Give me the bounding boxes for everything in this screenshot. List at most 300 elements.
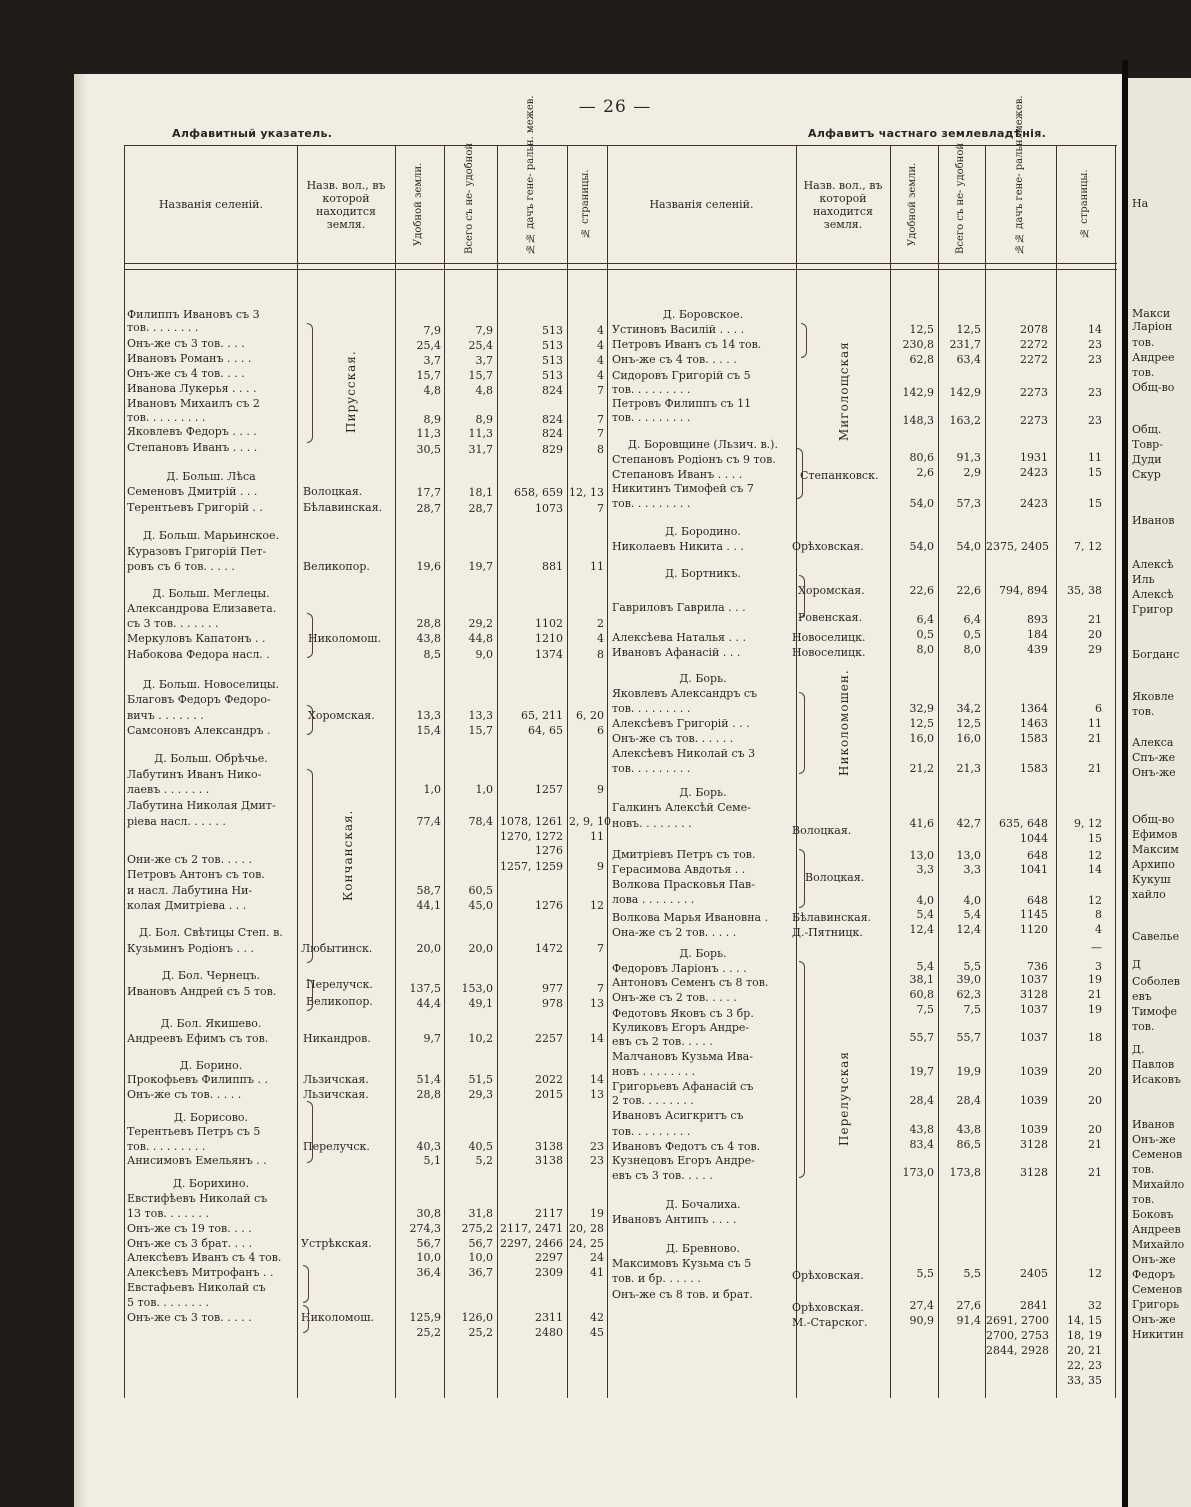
adjacent-page-text: Андрее	[1132, 351, 1175, 364]
good-land-value: 274,3	[409, 1222, 441, 1235]
total-land-value: 56,7	[468, 1237, 493, 1250]
total-land-value: 63,4	[956, 353, 981, 366]
dacha-number: 2257	[535, 1032, 563, 1045]
good-land-value: 19,6	[416, 560, 441, 573]
page-edge	[74, 74, 88, 1507]
adjacent-page-text: Д	[1132, 958, 1141, 971]
adjacent-page-text: Товр-	[1132, 438, 1163, 451]
total-land-value: 51,5	[468, 1073, 493, 1086]
adjacent-page-text: Алексѣ	[1132, 558, 1174, 571]
page-ref: 23	[1088, 338, 1102, 351]
adjacent-page-text: Иванов	[1132, 514, 1175, 527]
adjacent-page-text: тов.	[1132, 366, 1155, 379]
page-ref: 23	[1088, 414, 1102, 427]
volost-label: Ровенская.	[798, 611, 863, 624]
bracket-decoration	[303, 1265, 309, 1303]
total-land-value: 10,2	[468, 1032, 493, 1045]
volost-label: Степанковск.	[800, 469, 879, 482]
owner-entry: Анисимовъ Емельянъ . .	[127, 1154, 267, 1167]
adjacent-page-text: Григорь	[1132, 1298, 1180, 1311]
page-ref: 6	[1095, 702, 1102, 715]
adjacent-page-text: Боковъ	[1132, 1208, 1174, 1221]
good-land-value: 43,8	[416, 632, 441, 645]
dacha-number: 1039	[1020, 1065, 1048, 1078]
volost-label: Великопор.	[306, 995, 373, 1008]
total-land-value: 21,3	[956, 762, 981, 775]
bracket-decoration	[801, 323, 807, 358]
col-header-name-left: Названія селеній.	[158, 198, 264, 211]
good-land-value: 41,6	[909, 817, 934, 830]
page-ref: 11	[590, 830, 604, 843]
good-land-value: 125,9	[409, 1311, 441, 1324]
dacha-number: 2691, 2700	[986, 1314, 1049, 1327]
owner-entry: Прокофьевъ Филиппъ . .	[127, 1073, 268, 1086]
total-land-value: 231,7	[949, 338, 981, 351]
dacha-number: 64, 65	[528, 724, 563, 737]
settlement-heading: Д. Бородино.	[665, 525, 741, 538]
good-land-value: 25,2	[416, 1326, 441, 1339]
owner-entry: Петровъ Филиппъ съ 11	[612, 397, 752, 410]
page-ref: 4	[597, 339, 604, 352]
owner-entry: Набокова Федора насл. .	[127, 648, 270, 661]
total-land-value: 78,4	[468, 815, 493, 828]
page-ref: 20	[1088, 1094, 1102, 1107]
bracket-decoration	[307, 769, 313, 963]
owner-entry: Николаевъ Никита . . .	[612, 540, 744, 553]
volost-label: Орѣховская.	[792, 1269, 864, 1282]
good-land-value: 7,9	[423, 324, 441, 337]
good-land-value: 7,5	[916, 1003, 934, 1016]
page-ref: 19	[1088, 973, 1102, 986]
good-land-value: 77,4	[416, 815, 441, 828]
page-ref: 9	[597, 860, 604, 873]
volost-label: Хоромская.	[798, 584, 865, 597]
bracket-decoration	[799, 692, 805, 774]
good-land-value: 4,0	[916, 894, 934, 907]
dacha-number: 513	[542, 369, 563, 382]
owner-entry: колая Дмитріева . . .	[127, 899, 247, 912]
settlement-heading: Д. Борь.	[679, 672, 727, 685]
owner-entry: тов. . . . . . . . .	[612, 383, 691, 396]
good-land-value: 54,0	[909, 540, 934, 553]
good-land-value: 10,0	[416, 1251, 441, 1264]
page-ref: 12, 13	[569, 486, 604, 499]
total-land-value: 126,0	[461, 1311, 493, 1324]
total-land-value: 4,8	[475, 384, 493, 397]
good-land-value: 32,9	[909, 702, 934, 715]
page-ref: 21	[1088, 613, 1102, 626]
owner-entry: Они-же съ 2 тов. . . . .	[127, 853, 253, 866]
page-ref: 21	[1088, 1138, 1102, 1151]
volost-label: Д.-Пятницк.	[792, 926, 863, 939]
total-land-value: 29,3	[468, 1088, 493, 1101]
owner-entry: Андреевъ Ефимъ съ тов.	[127, 1032, 269, 1045]
dacha-number: 3128	[1020, 1138, 1048, 1151]
adjacent-page-text: Семенов	[1132, 1283, 1183, 1296]
good-land-value: 62,8	[909, 353, 934, 366]
page-ref: 45	[590, 1326, 604, 1339]
dacha-number: 2480	[535, 1326, 563, 1339]
owner-entry: Устиновъ Василій . . . .	[612, 323, 745, 336]
owner-entry: Онъ-же съ 19 тов. . . .	[127, 1222, 252, 1235]
good-land-value: 11,3	[416, 427, 441, 440]
settlement-heading: Д. Бочалиха.	[665, 1198, 741, 1211]
owner-entry: Федотовъ Яковъ съ 3 бр.	[612, 1007, 754, 1020]
good-land-value: 30,8	[416, 1207, 441, 1220]
owner-entry: Алексѣевъ Григорій . . .	[612, 717, 750, 730]
page-ref: 7	[597, 942, 604, 955]
adjacent-page-text: тов.	[1132, 705, 1155, 718]
adjacent-page-text: Соболев	[1132, 975, 1180, 988]
owner-entry: Галкинъ Алексѣй Семе-	[612, 801, 751, 814]
total-land-value: 11,3	[468, 427, 493, 440]
volost-label: Бѣлавинская.	[792, 911, 872, 924]
adjacent-page-text: Иванов	[1132, 1118, 1175, 1131]
volost-label: Хоромская.	[308, 709, 375, 722]
adjacent-page	[1128, 78, 1191, 1507]
dacha-number: 1039	[1020, 1094, 1048, 1107]
total-land-value: 40,5	[468, 1140, 493, 1153]
bracket-decoration	[307, 705, 313, 735]
dacha-number: 2297, 2466	[500, 1237, 563, 1250]
column-divider	[444, 146, 445, 1398]
dacha-number: 1037	[1020, 973, 1048, 986]
settlement-heading: Д. Борино.	[179, 1059, 243, 1072]
adjacent-page-text: Онъ-же	[1132, 1253, 1176, 1266]
total-land-value: 15,7	[468, 369, 493, 382]
total-land-value: 9,0	[475, 648, 493, 661]
owner-entry: тов. . . . . . . . .	[612, 1125, 691, 1138]
good-land-value: 15,4	[416, 724, 441, 737]
page-ref: 4	[597, 324, 604, 337]
good-land-value: 142,9	[902, 386, 934, 399]
dacha-number: 2273	[1020, 386, 1048, 399]
owner-entry: Федоровъ Ларіонъ . . . .	[612, 962, 747, 975]
good-land-value: 30,5	[416, 443, 441, 456]
good-land-value: 0,5	[916, 628, 934, 641]
volost-label: Никандров.	[303, 1032, 371, 1045]
page-ref: 23	[1088, 386, 1102, 399]
settlement-heading: Д. Борь.	[679, 786, 727, 799]
page-ref: 15	[1088, 466, 1102, 479]
good-land-value: 28,7	[416, 502, 441, 515]
good-land-value: 38,1	[909, 973, 934, 986]
owner-entry: Ивановъ Андрей съ 5 тов.	[127, 985, 277, 998]
good-land-value: 13,0	[909, 849, 934, 862]
total-land-value: 29,2	[468, 617, 493, 630]
owner-entry: Григорьевъ Афанасій съ	[612, 1080, 754, 1093]
dacha-number: 2375, 2405	[986, 540, 1049, 553]
total-land-value: 91,3	[956, 451, 981, 464]
running-header-right: Алфавитъ частнаго землевладѣнія.	[808, 127, 1047, 140]
bracket-decoration	[307, 979, 313, 1011]
good-land-value: 13,3	[416, 709, 441, 722]
page-ref: 19	[1088, 1003, 1102, 1016]
total-land-value: 142,9	[949, 386, 981, 399]
page-ref: 12	[1088, 849, 1102, 862]
dacha-number: 513	[542, 339, 563, 352]
adjacent-page-text: Никитин	[1132, 1328, 1184, 1341]
good-land-value: 8,5	[423, 648, 441, 661]
dacha-number: 3128	[1020, 988, 1048, 1001]
total-land-value: 44,8	[468, 632, 493, 645]
good-land-value: 83,4	[909, 1138, 934, 1151]
page-ref: 14	[590, 1032, 604, 1045]
volost-label: Перелучск.	[306, 978, 373, 991]
page-ref: 12	[590, 899, 604, 912]
owner-entry: Онъ-же съ 3 брат. . . .	[127, 1237, 253, 1250]
owner-entry: Онъ-же съ 8 тов. и брат.	[612, 1288, 753, 1301]
adjacent-page-text: Исаковъ	[1132, 1073, 1182, 1086]
volost-vertical-label: Миголощская	[837, 341, 851, 441]
dacha-number: 1583	[1020, 762, 1048, 775]
page-ref: 12	[1088, 1267, 1102, 1280]
total-land-value: 86,5	[956, 1138, 981, 1151]
dacha-number: 2841	[1020, 1299, 1048, 1312]
total-land-value: 60,5	[468, 884, 493, 897]
total-land-value: 34,2	[956, 702, 981, 715]
total-land-value: 173,8	[949, 1166, 981, 1179]
dacha-number: 1276	[535, 844, 563, 857]
dacha-number: 1257, 1259	[500, 860, 563, 873]
owner-entry: тов. . . . . . . . .	[127, 1140, 206, 1153]
total-land-value: 4,0	[963, 894, 981, 907]
owner-entry: евъ съ 3 тов. . . . .	[612, 1169, 713, 1182]
total-land-value: 153,0	[461, 982, 493, 995]
total-land-value: 42,7	[956, 817, 981, 830]
page-ref: 8	[597, 443, 604, 456]
volost-label: Орѣховская.	[792, 1301, 864, 1314]
table-right-edge	[1115, 146, 1116, 1398]
bracket-decoration	[307, 1101, 313, 1163]
dacha-number: 1102	[535, 617, 563, 630]
adjacent-page-text: хайло	[1132, 888, 1166, 901]
settlement-heading: Д. Больш. Обрѣчье.	[154, 752, 268, 765]
good-land-value: 5,5	[916, 1267, 934, 1280]
column-divider	[607, 146, 608, 1398]
volost-label: Льзичская.	[303, 1088, 369, 1101]
good-land-value: 19,7	[909, 1065, 934, 1078]
total-land-value: 54,0	[956, 540, 981, 553]
total-land-value: 36,7	[468, 1266, 493, 1279]
good-land-value: 5,4	[916, 960, 934, 973]
col-header-good-left: Удобной земли.	[412, 162, 424, 246]
total-land-value: 22,6	[956, 584, 981, 597]
dacha-number: 2297	[535, 1251, 563, 1264]
good-land-value: 36,4	[416, 1266, 441, 1279]
owner-entry: лаевъ . . . . . . .	[127, 783, 210, 796]
good-land-value: 9,7	[423, 1032, 441, 1045]
total-land-value: 25,4	[468, 339, 493, 352]
total-land-value: 5,5	[963, 1267, 981, 1280]
owner-entry: тов. . . . . . . . .	[612, 497, 691, 510]
volost-label: Перелучск.	[303, 1140, 370, 1153]
dacha-number: 824	[542, 427, 563, 440]
volost-label: Волоцкая.	[303, 485, 363, 498]
adjacent-page-text: Дуди	[1132, 453, 1162, 466]
adjacent-page-text: Общ-во	[1132, 381, 1175, 394]
owner-entry: евъ съ 2 тов. . . . .	[612, 1035, 713, 1048]
owner-entry: Благовъ Федоръ Федоро-	[127, 693, 271, 706]
owner-entry: Ивановъ Афанасій . . .	[612, 646, 741, 659]
dacha-number: 977	[542, 982, 563, 995]
column-divider	[297, 146, 298, 1398]
owner-entry: Онъ-же съ тов. . . . . .	[612, 732, 734, 745]
page-ref: 7, 12	[1074, 540, 1102, 553]
good-land-value: 230,8	[902, 338, 934, 351]
total-land-value: 5,4	[963, 908, 981, 921]
volost-label: Любытинск.	[301, 942, 373, 955]
owner-entry: Гавриловъ Гаврила . . .	[612, 601, 746, 614]
page-ref: 21	[1088, 1166, 1102, 1179]
owner-entry: Дмитріевъ Петръ съ тов.	[612, 848, 756, 861]
adjacent-page-text: Скур	[1132, 468, 1161, 481]
settlement-heading: Д. Борихино.	[172, 1177, 249, 1190]
owner-entry: Яковлевъ Александръ съ	[612, 687, 757, 700]
page-ref: 15	[1088, 497, 1102, 510]
dacha-number: 2405	[1020, 1267, 1048, 1280]
adjacent-page-text: Павлов	[1132, 1058, 1175, 1071]
owner-entry: Терентьевъ Петръ съ 5	[127, 1125, 261, 1138]
total-land-value: 43,8	[956, 1123, 981, 1136]
owner-entry: Ивановъ Романъ . . . .	[127, 352, 252, 365]
good-land-value: 56,7	[416, 1237, 441, 1250]
total-land-value: 28,7	[468, 502, 493, 515]
total-land-value: 28,4	[956, 1094, 981, 1107]
page-ref: 7	[597, 502, 604, 515]
owner-entry: вичъ . . . . . . .	[127, 709, 204, 722]
good-land-value: 28,8	[416, 617, 441, 630]
owner-entry: Куразовъ Григорій Пет-	[127, 545, 267, 558]
page-ref: 3	[1095, 960, 1102, 973]
dacha-number: 1364	[1020, 702, 1048, 715]
good-land-value: 17,7	[416, 486, 441, 499]
volost-vertical-label: Кончанская.	[341, 809, 355, 901]
dacha-number: 658, 659	[514, 486, 563, 499]
page-ref: 15	[1088, 832, 1102, 845]
owner-entry: Герасимова Авдотья . .	[612, 863, 746, 876]
owner-entry: Алексѣева Наталья . . .	[612, 631, 746, 644]
dacha-number: 2117, 2471	[500, 1222, 563, 1235]
total-land-value: 1,0	[475, 783, 493, 796]
adjacent-page-text: тов.	[1132, 1163, 1155, 1176]
owner-entry: Ивановъ Федотъ съ 4 тов.	[612, 1140, 761, 1153]
adjacent-page-text: Григор	[1132, 603, 1174, 616]
good-land-value: 8,0	[916, 643, 934, 656]
column-divider	[567, 146, 568, 1398]
adjacent-page-text: Алекса	[1132, 736, 1174, 749]
page-ref: 12	[1088, 894, 1102, 907]
dacha-number: 1583	[1020, 732, 1048, 745]
col-header-total-left: Всего съ не- удобной	[463, 142, 475, 254]
owner-entry: Волкова Прасковья Пав-	[612, 878, 755, 891]
page-ref: 13	[590, 997, 604, 1010]
column-divider	[395, 146, 396, 1398]
total-land-value: 49,1	[468, 997, 493, 1010]
total-land-value: 275,2	[461, 1222, 493, 1235]
total-land-value: 13,3	[468, 709, 493, 722]
bracket-decoration	[303, 1305, 309, 1333]
header-divider-2	[125, 269, 1117, 270]
dacha-number: 2423	[1020, 466, 1048, 479]
column-divider	[938, 146, 939, 1398]
owner-entry: Малчановъ Кузьма Ива-	[612, 1050, 753, 1063]
owner-entry: Алексѣевъ Николай съ 3	[612, 747, 756, 760]
bracket-decoration	[307, 323, 313, 443]
settlement-heading: Д. Больш. Марьинское.	[142, 529, 280, 542]
total-land-value: 3,7	[475, 354, 493, 367]
dacha-number: 2078	[1020, 323, 1048, 336]
total-land-value: 16,0	[956, 732, 981, 745]
good-land-value: 21,2	[909, 762, 934, 775]
page-ref: 20	[1088, 1065, 1102, 1078]
good-land-value: 4,8	[423, 384, 441, 397]
volost-label: Устрѣкская.	[301, 1237, 372, 1250]
dacha-number: 439	[1027, 643, 1048, 656]
owner-entry: тов. . . . . . . .	[127, 321, 199, 334]
page-ref: 11	[1088, 717, 1102, 730]
adjacent-page-text: Семенов	[1132, 1148, 1183, 1161]
settlement-heading: Д. Больш. Меглецы.	[152, 587, 270, 600]
dacha-number: 1145	[1020, 908, 1048, 921]
settlement-heading: Д. Больш. Лѣса	[166, 470, 256, 483]
adjacent-page-text: тов.	[1132, 1193, 1155, 1206]
owner-entry: тов. . . . . . . . .	[612, 762, 691, 775]
dacha-number: 829	[542, 443, 563, 456]
page-ref: 11	[590, 560, 604, 573]
total-land-value: 91,4	[956, 1314, 981, 1327]
owner-entry: Кузнецовъ Егоръ Андре-	[612, 1154, 755, 1167]
dacha-number: 1044	[1020, 832, 1048, 845]
adjacent-page-text: Кукуш	[1132, 873, 1171, 886]
dacha-number: 2423	[1020, 497, 1048, 510]
dacha-number: 2272	[1020, 338, 1048, 351]
owner-entry: Ивановъ Антипъ . . . .	[612, 1213, 737, 1226]
total-land-value: 7,9	[475, 324, 493, 337]
page-ref: 29	[1088, 643, 1102, 656]
good-land-value: 27,4	[909, 1299, 934, 1312]
bracket-decoration	[799, 961, 805, 1178]
dacha-number: 1037	[1020, 1003, 1048, 1016]
col-header-page-left: № страницы.	[580, 169, 591, 239]
adjacent-page-text: тов.	[1132, 336, 1155, 349]
volost-label: Новоселицк.	[792, 646, 866, 659]
total-land-value: 3,3	[963, 863, 981, 876]
dacha-number: 1931	[1020, 451, 1048, 464]
total-land-value: 19,7	[468, 560, 493, 573]
dacha-number: 2700, 2753	[986, 1329, 1049, 1342]
dacha-number: 3128	[1020, 1166, 1048, 1179]
good-land-value: 28,4	[909, 1094, 934, 1107]
owner-entry: Ивановъ Михаилъ съ 2	[127, 397, 260, 410]
owner-entry: Степановъ Родіонъ съ 9 тов.	[612, 453, 776, 466]
page-ref: 4	[1095, 923, 1102, 936]
dacha-number: 978	[542, 997, 563, 1010]
page-ref: 18	[1088, 1031, 1102, 1044]
settlement-heading: Д. Боровское.	[662, 308, 744, 321]
dacha-number: 1041	[1020, 863, 1048, 876]
owner-entry: и насл. Лабутина Ни-	[127, 884, 253, 897]
col-header-good-right: Удобной земли.	[907, 162, 918, 246]
adjacent-page-text: Максим	[1132, 843, 1179, 856]
dacha-number: 824	[542, 413, 563, 426]
settlement-heading: Д. Бортникъ.	[665, 567, 741, 580]
page-ref: 7	[597, 384, 604, 397]
dacha-number: 2022	[535, 1073, 563, 1086]
good-land-value: 3,3	[916, 863, 934, 876]
owner-entry: съ 3 тов. . . . . . .	[127, 617, 219, 630]
volost-label: Николомош.	[308, 632, 381, 645]
